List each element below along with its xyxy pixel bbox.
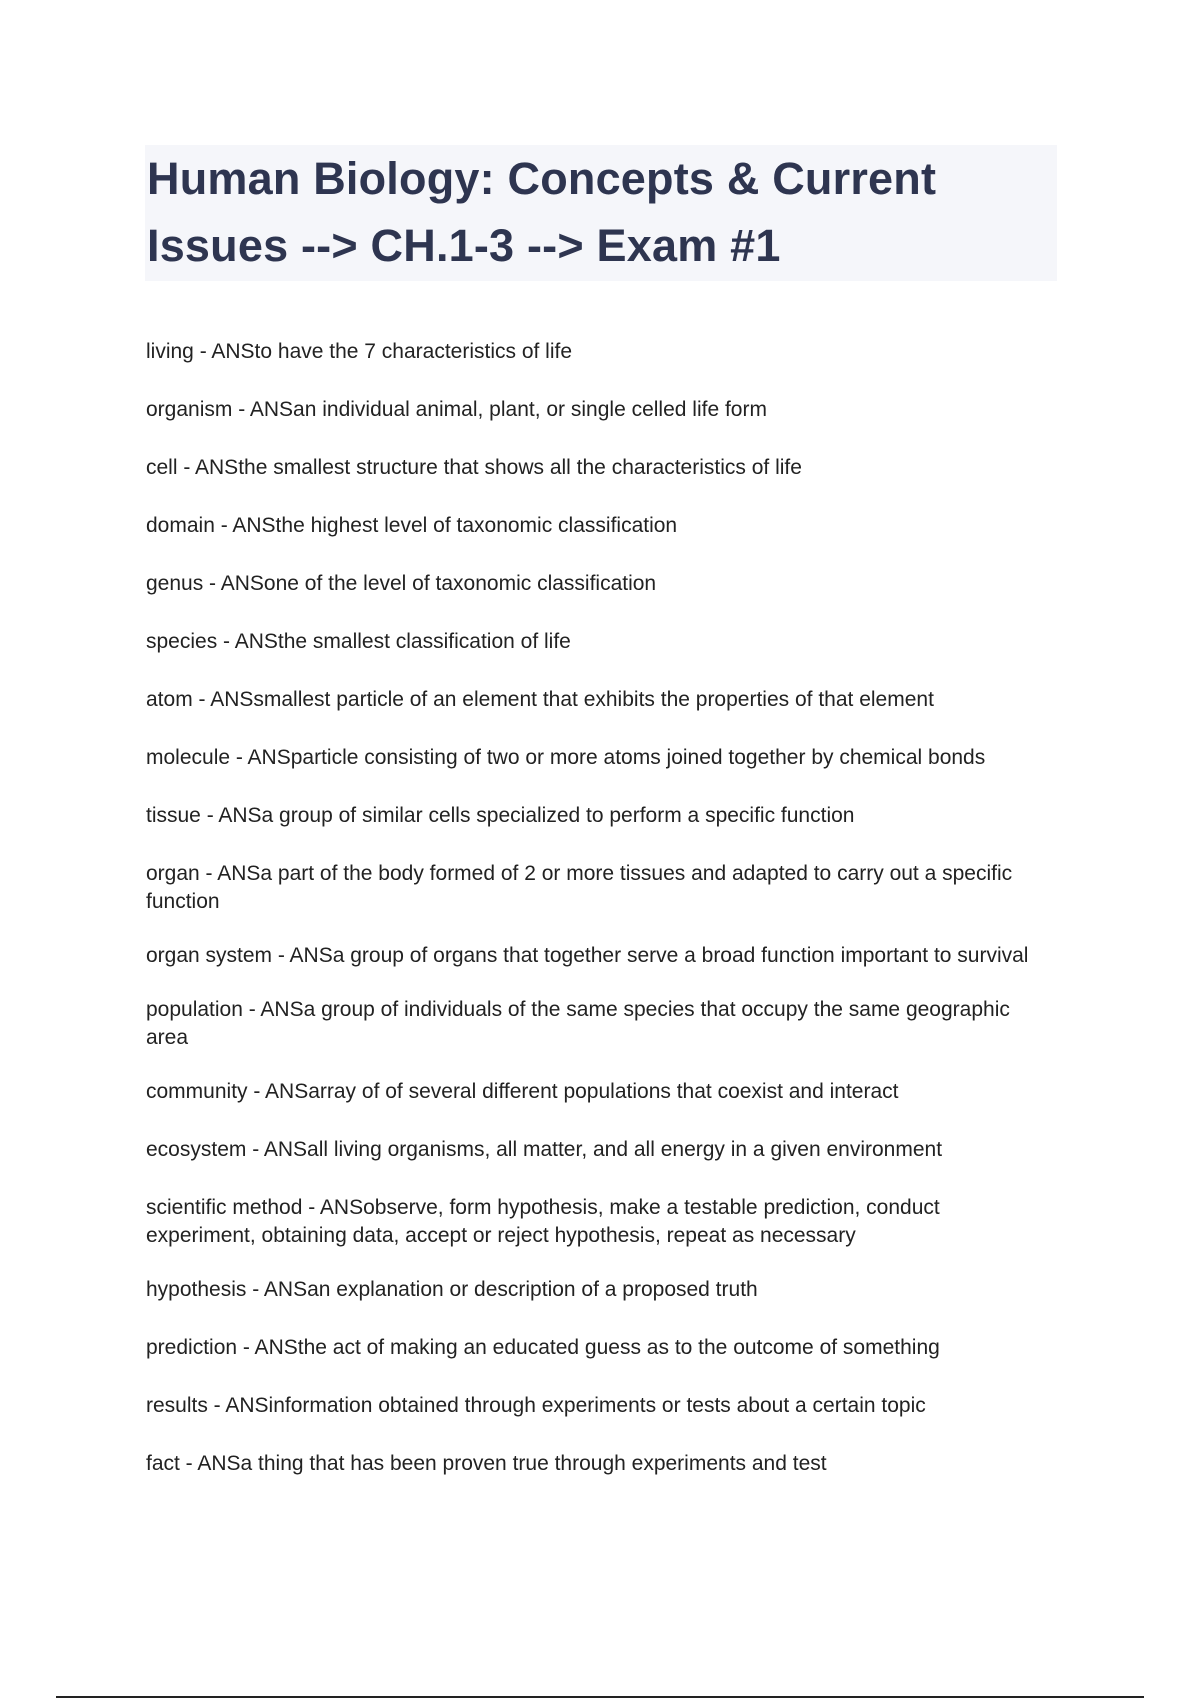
term-community: community - ANSarray of of several different populations that coexist and interact: [146, 1080, 899, 1103]
term-atom: atom - ANSsmallest particle of an element that exhibits the properties of that element: [146, 688, 934, 711]
term-living: living - ANSto have the 7 characteristics of life: [146, 340, 573, 363]
term-results: results - ANSinformation obtained through experiments or tests about a certain topic: [146, 1394, 926, 1417]
term-tissue: tissue - ANSa group of similar cells specialized to perform a specific function: [146, 804, 855, 827]
term-domain: domain - ANSthe highest level of taxonomic classification: [146, 514, 678, 537]
title-line-2: Issues --> CH.1-3 --> Exam #1: [147, 220, 781, 271]
title-line-1: Human Biology: Concepts & Current: [147, 153, 937, 204]
term-hypothesis: hypothesis - ANSan explanation or description of a proposed truth: [146, 1278, 758, 1301]
term-species: species - ANSthe smallest classification of life: [146, 630, 571, 653]
term-molecule: molecule - ANSparticle consisting of two or more atoms joined together by chemical bonds: [146, 746, 986, 769]
term-ecosystem: ecosystem - ANSall living organisms, all matter, and all energy in a given environment: [146, 1138, 943, 1161]
term-fact: fact - ANSa thing that has been proven true through experiments and test: [146, 1452, 827, 1475]
term-genus: genus - ANSone of the level of taxonomic classification: [146, 572, 657, 595]
term-prediction: prediction - ANSthe act of making an educated guess as to the outcome of something: [146, 1336, 940, 1359]
footer-divider: [56, 1696, 1144, 1698]
term-population: population - ANSa group of individuals of the same species that occupy the same geographic area: [146, 998, 1010, 1049]
term-organism: organism - ANSan individual animal, plant, or single celled life form: [146, 398, 767, 421]
document-title: [147, 145, 1057, 279]
term-scientific-method: scientific method - ANSobserve, form hypothesis, make a testable prediction, conduct experiment, obtaining data, accept or reject hypothesis, repeat as necessary: [146, 1196, 940, 1247]
term-cell: cell - ANSthe smallest structure that shows all the characteristics of life: [146, 456, 802, 479]
term-list: [146, 338, 1046, 1508]
term-organ: organ - ANSa part of the body formed of 2 or more tissues and adapted to carry out a specific function: [146, 862, 1013, 913]
term-organ-system: organ system - ANSa group of organs that together serve a broad function important to survival: [146, 944, 1029, 967]
title-banner: [145, 145, 1057, 281]
